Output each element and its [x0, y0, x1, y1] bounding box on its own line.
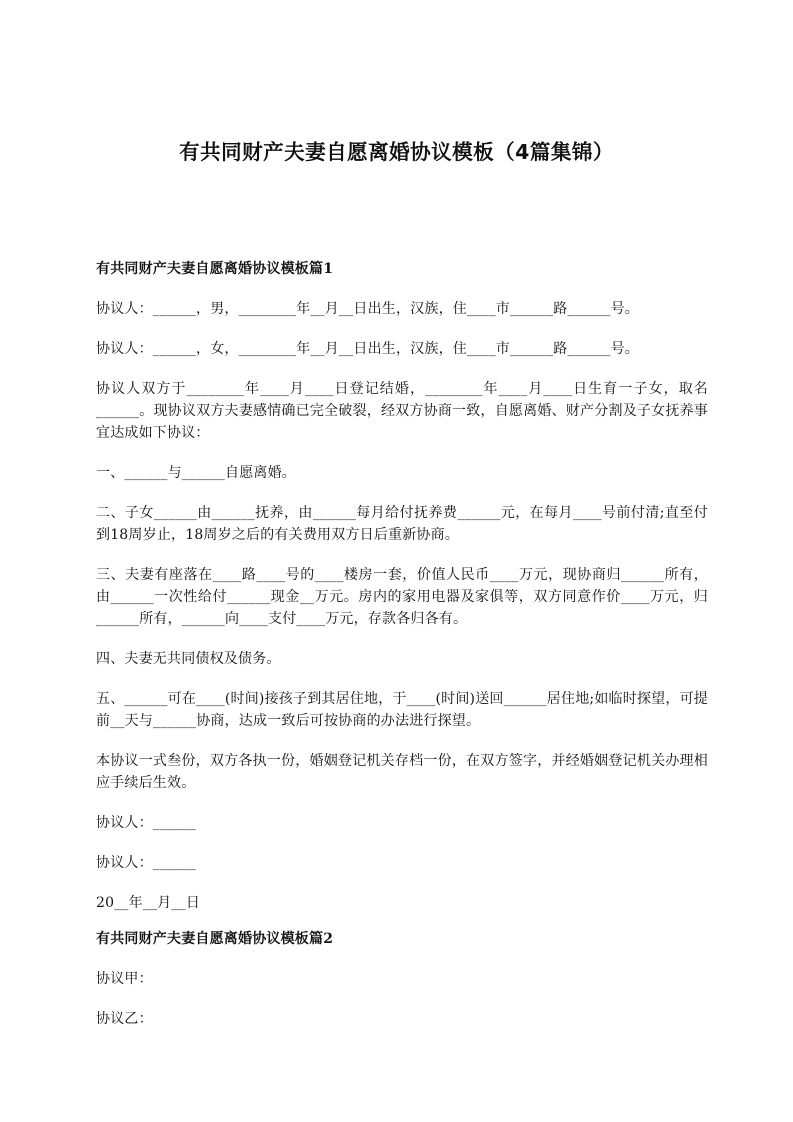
section-heading-2: 有共同财产夫妻自愿离婚协议模板篇2	[96, 931, 334, 947]
document-body	[96, 258, 708, 1048]
signature-party-a: 协议人：______	[96, 815, 196, 831]
closing-paragraph: 本协议一式叁份，双方各执一份，婚姻登记机关存档一份，在双方签字，并经婚姻登记机关办理相应手续后生效。	[96, 753, 708, 791]
clause-2: 二、子女______由______抚养，由______每月给付抚养费______元，在每月____号前付清;直至付到18周岁止，18周岁之后的有关费用双方日后重新协商。	[96, 505, 708, 543]
party-b-line: 协议人：______，女，________年__月__日出生，汉族，住____市______路______号。	[96, 341, 639, 357]
clause-4: 四、夫妻无共同债权及债务。	[96, 651, 281, 667]
signature-party-b: 协议人：______	[96, 855, 196, 871]
intro-paragraph: 协议人双方于________年____月____日登记结婚，________年____月____日生育一子女，取名______。现协议双方夫妻感情确已完全破裂，经双方协商一致，自愿离婚、财产分割及子女抚养事宜达成如下协议：	[96, 381, 708, 441]
signature-date: 20__年__月__日	[96, 895, 201, 911]
party-a-line: 协议人：______，男，________年__月__日出生，汉族，住____市______路______号。	[96, 301, 639, 317]
clause-5: 五、______可在____(时间)接孩子到其居住地，于____(时间)送回______居住地;如临时探望，可提前__天与______协商，达成一致后可按协商的办法进行探望。	[96, 691, 708, 729]
clause-3: 三、夫妻有座落在____路____号的____楼房一套，价值人民币____万元，现协商归______所有，由______一次性给付______现金__万元。房内的家用电器及家俱等，双方同意作价____万元，归______所有，______向____支付____万元，存款各归各有。	[96, 567, 708, 627]
clause-1: 一、______与______自愿离婚。	[96, 465, 296, 481]
document-title: 有共同财产夫妻自愿离婚协议模板（4篇集锦）	[179, 140, 614, 164]
party-a-label: 协议甲：	[96, 971, 153, 987]
party-b-label: 协议乙：	[96, 1011, 153, 1027]
section-heading-1: 有共同财产夫妻自愿离婚协议模板篇1	[96, 261, 334, 277]
